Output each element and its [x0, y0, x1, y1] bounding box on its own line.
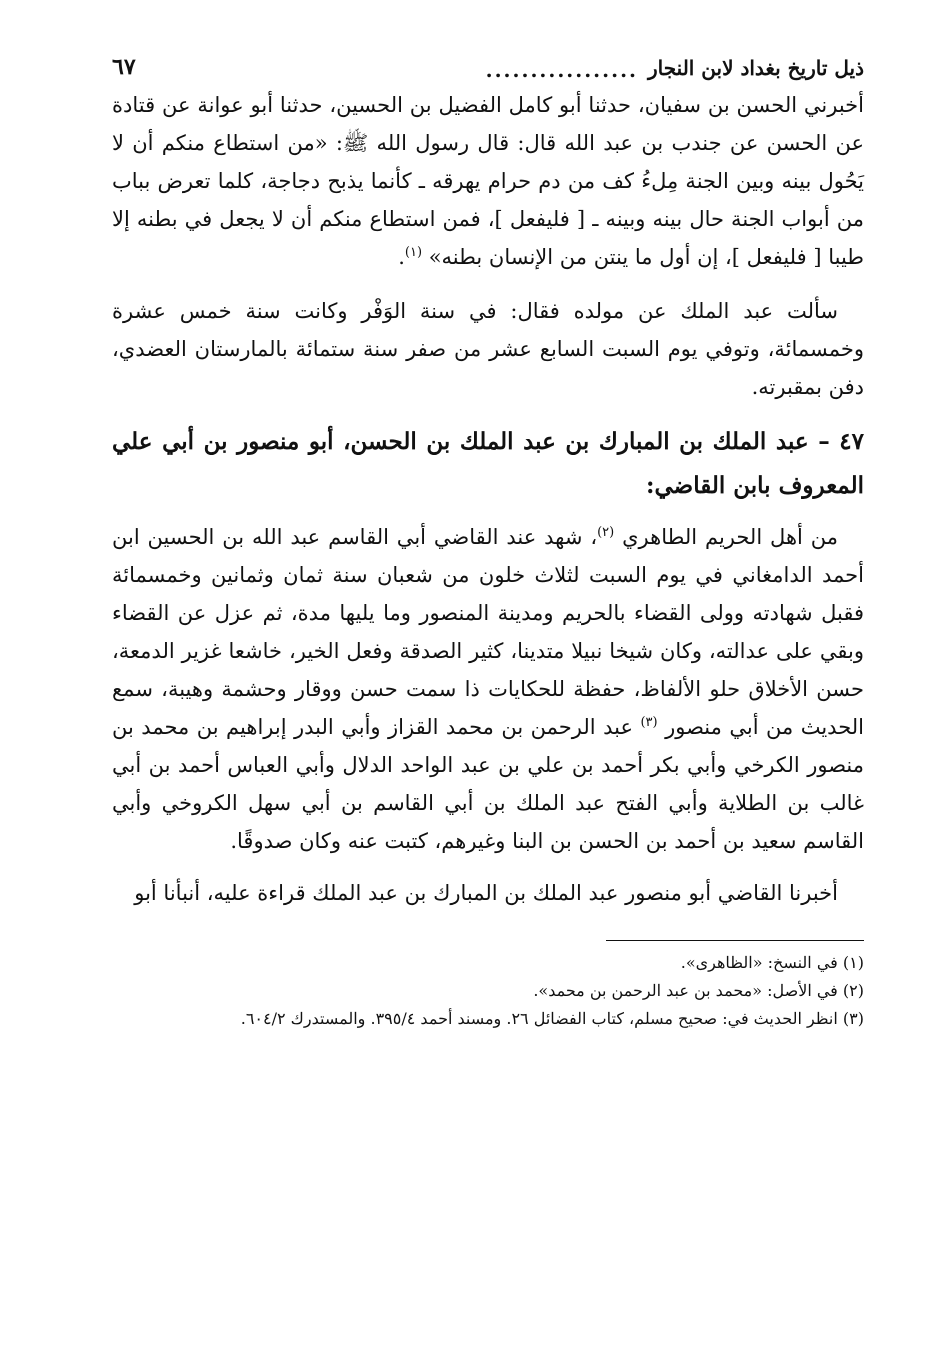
footnotes	[112, 949, 864, 1033]
page-number: ٦٧	[112, 54, 136, 80]
bio-text-b: ، شهد عند القاضي أبي القاسم عبد الله بن الحسين ابن أحمد الدامغاني في يوم السبت لثلاث خلون من شعبان سنة ثمان وثمانين وخمسمائة فقبل شهادته وولى القضاء بالحريم ومدينة المنصور وما يليها مدة، ثم عزل عن القضاء وبقي على عدالته، وكان شيخا نبيلا متدينا، كثير الصدقة وفعل الخير، خاشعا غزير الدمعة، حسن الأخلاق حلو الألفاظ، حفظة للحكايات ذا سمت حسن ووقار وحشمة وهيبة، سمع الحديث من أبي منصور	[112, 525, 864, 739]
footnote-divider	[606, 940, 864, 941]
footnote-ref-1: (١)	[404, 245, 423, 260]
footnote-3: (٣) انظر الحديث في: صحيح مسلم، كتاب الفضائل ٢٦. ومسند أحمد ٣٩٥/٤. والمستدرك ٦٠٤/٢.	[240, 1009, 864, 1028]
running-header	[112, 36, 864, 80]
biography-paragraph	[112, 518, 864, 860]
birth-death-paragraph: سألت عبد الملك عن مولده فقال: في سنة الوَفْر وكانت سنة خمس عشرة وخمسمائة، وتوفي يوم السبت السابع عشر من صفر سنة ستمائة بالمارستان العضدي، دفن بمقبرته.	[112, 299, 864, 399]
book-title: ذيل تاريخ بغداد لابن النجار	[648, 56, 864, 80]
header-leader-dots: .................	[485, 60, 638, 80]
footnote-1: (١) في النسخ: «الظاهرى».	[680, 953, 864, 972]
hadith-end: .	[398, 245, 405, 269]
hadith-text: أخبرني الحسن بن سفيان، حدثنا أبو كامل الفضيل بن الحسين، حدثنا أبو عوانة عن قتادة عن الحسن عن جندب بن عبد الله قال: قال رسول الله ﷺ: «من استطاع منكم أن لا يَحُول بينه وبين الجنة مِلءُ كف من دم حرام يهرقه ـ كأنما يذبح دجاجة، كلما تعرض بباب من أبواب الجنة حال بينه وبينه ـ [ فليفعل ]، فمن استطاع منكم أن لا يجعل في بطنه إلا طيبا [ فليفعل ]، إن أول ما ينتن من الإنسان بطنه»	[112, 93, 864, 269]
footnote-ref-2: (٢)	[597, 525, 615, 540]
hadith-paragraph	[112, 86, 864, 276]
bio-text-c: عبد الرحمن بن محمد القزاز وأبي البدر إبراهيم بن محمد بن منصور الكرخي وأبي بكر أحمد بن علي بن عبد الواحد الدلال وأبي العباس أحمد بن أبي غالب بن الطلاية وأبي الفتح عبد الملك بن أبي القاسم بن أبي سهل الكروخي وأبي القاسم سعيد بن أحمد بن الحسن بن البنا وغيرهم، كتبت عنه وكان صدوقًا.	[112, 715, 864, 853]
bio-text-a: من أهل الحريم الطاهري	[622, 525, 838, 549]
narration-paragraph: أخبرنا القاضي أبو منصور عبد الملك بن المبارك بن عبد الملك قراءة عليه، أنبأنا أبو	[134, 881, 838, 905]
footnote-ref-3: (٣)	[640, 715, 658, 730]
book-page	[112, 36, 864, 1033]
biography-heading: ٤٧ – عبد الملك بن المبارك بن عبد الملك بن الحسن، أبو منصور بن أبي علي المعروف بابن القاضي:	[112, 428, 864, 499]
footnote-2: (٢) في الأصل: «محمد بن عبد الرحمن بن محمد».	[533, 981, 864, 1000]
